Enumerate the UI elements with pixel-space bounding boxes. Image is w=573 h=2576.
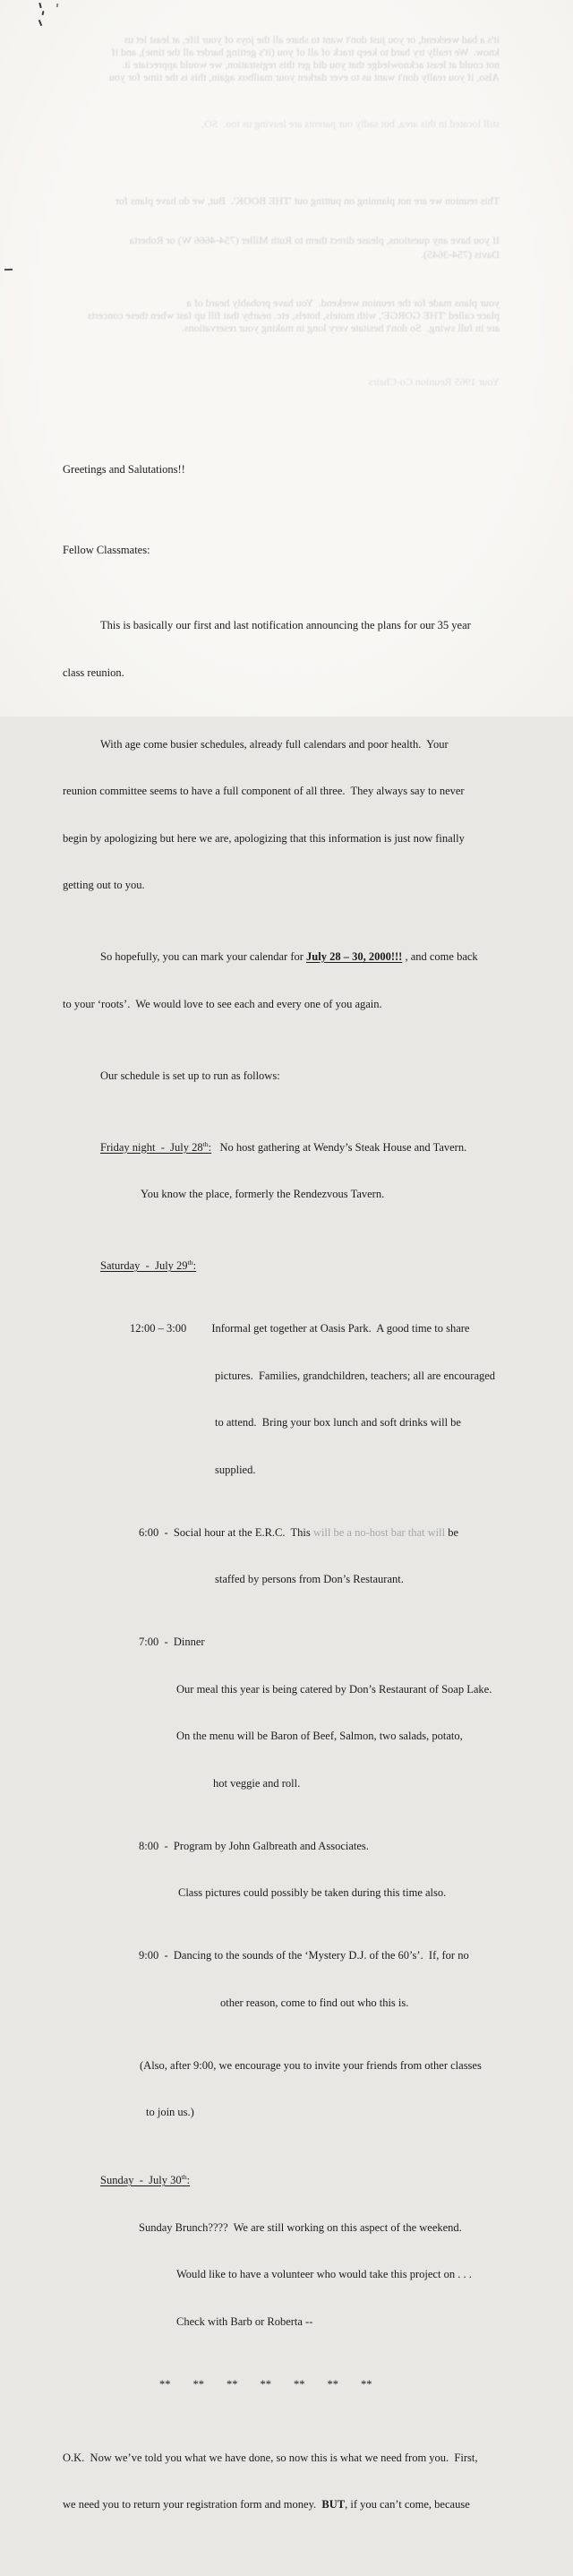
schedule-time-line: 9:00 - Dancing to the sounds of the ‘Mystery D.J. of the 60’s’. If, for no [139, 1949, 469, 1962]
salutation-line: Greetings and Salutations!! [63, 463, 185, 476]
schedule-detail-line: supplied. [215, 1463, 256, 1476]
sunday-line: Check with Barb or Roberta -- [176, 2314, 313, 2328]
margin-dash-mark [4, 269, 13, 270]
schedule-detail-line: to attend. Bring your box lunch and soft drinks will be [215, 1416, 461, 1429]
ordinal-suffix: th [181, 2172, 187, 2181]
schedule-detail-line: Our meal this year is being catered by Don’s Restaurant of Soap Lake. [176, 1682, 492, 1696]
paragraph-line: This is basically our first and last notification announcing the plans for our 35 year [100, 619, 471, 631]
schedule-detail-line: On the menu will be Baron of Beef, Salmon, two salads, potato, [176, 1730, 463, 1742]
asterisk-divider: ** ** ** ** ** ** ** [159, 2377, 372, 2391]
schedule-time-line: 8:00 - Program by John Galbreath and Associates. [139, 1839, 369, 1852]
schedule-time-line: 7:00 - Dinner [139, 1636, 205, 1648]
schedule-detail-line: hot veggie and roll. [213, 1776, 301, 1790]
bleedthrough-text: Your 1965 Reunion Co-Chairs [368, 375, 500, 388]
sunday-line: Sunday Brunch???? We are still working on this aspect of the weekend. [139, 2220, 462, 2234]
bleedthrough-text: are in full swing. So don't hesitate very long in making your reservations. [181, 322, 500, 334]
sunday-heading: Sunday - July 30th: [100, 2172, 191, 2186]
sunday-heading-line [0, 2173, 573, 2189]
bleedthrough-text: This reunion we are not planning on putting out 'THE BOOK'. But, we do have plans for [115, 194, 500, 207]
paragraph-line: class reunion. [63, 665, 124, 679]
schedule-time-line: 6:00 - Social hour at the E.R.C. This will be a no-host bar that will be [139, 1525, 459, 1539]
letter-body [0, 392, 573, 2561]
ordinal-suffix: th [187, 1258, 193, 1267]
greeting-line: Fellow Classmates: [63, 544, 150, 556]
bleedthrough-text: still located in this area, but sadly our parents are leaving us too. SO, [201, 117, 500, 130]
pen-mark [38, 20, 42, 26]
emphasis-but: BUT [321, 2498, 346, 2511]
schedule-detail-line: staffed by persons from Don’s Restaurant. [215, 1573, 404, 1585]
friday-heading-line [0, 1140, 573, 1156]
bleedthrough-text: your plans made for the reunion weekend. You have probably heard of a [186, 296, 500, 309]
schedule-note-line: (Also, after 9:00, we encourage you to invite your friends from other classes [140, 2058, 482, 2072]
friday-text: No host gathering at Wendy’s Steak House and Tavern. [211, 1140, 467, 1154]
saturday-heading-line [0, 1258, 573, 1275]
bleedthrough-text: it's a bad weekend, or you just don't want to share all the joys of your life, at least let us [124, 33, 500, 46]
pen-mark [56, 4, 58, 7]
saturday-heading: Saturday - July 29th: [100, 1258, 197, 1272]
paragraph-line: reunion committee seems to have a full component of all three. They always say to never [63, 785, 465, 797]
schedule-detail-line: pictures. Families, grandchildren, teachers; all are encouraged [215, 1369, 496, 1382]
ordinal-suffix: th [202, 1139, 209, 1148]
schedule-detail-line: Class pictures could possibly be taken during this time also. [178, 1886, 447, 1899]
paragraph-line: to your ‘roots’. We would love to see each and every one of you again. [63, 997, 382, 1010]
bleedthrough-text: Davis (754-3645). [421, 248, 500, 261]
schedule-detail-line: other reason, come to find out who this is. [220, 1996, 409, 2009]
schedule-intro-line: Our schedule is set up to run as follows: [100, 1069, 280, 1082]
sunday-line: Would like to have a volunteer who would take this project on . . . [176, 2268, 472, 2280]
pen-mark [41, 11, 44, 15]
calendar-text: , and come back [402, 950, 478, 963]
paragraph-line: begin by apologizing but here we are, apologizing that this information is just now finally [63, 831, 465, 845]
bleedthrough-text: not could at least acknowledge that you did get this registration, we would appreciate it. [122, 58, 500, 71]
bleedthrough-text: If you have any questions, please direct them to Ruth Miller (754-4666 W) or Roberta [129, 234, 500, 246]
closing-line: O.K. Now we’ve told you what we have done, so now this is what we need from you. First, [63, 2451, 478, 2464]
reunion-date: July 28 – 30, 2000!!! [306, 950, 403, 963]
paragraph-line [0, 949, 573, 966]
calendar-text: So hopefully, you can mark your calendar for [100, 950, 307, 963]
schedule-time-line: 12:00 – 3:00 Informal get together at Oasis Park. A good time to share [130, 1322, 470, 1335]
closing-line: we need you to return your registration form and money. BUT, if you can’t come, because [63, 2498, 470, 2511]
paragraph-line: With age come busier schedules, already full calendars and poor health. Your [100, 737, 449, 751]
schedule-note-line: to join us.) [146, 2106, 194, 2118]
faded-print-text: will be a no-host bar that will [312, 1525, 446, 1539]
bleedthrough-text: place called 'THE GORGE', with motels, hotels, etc. nearby that fill up fast when these concerts [87, 309, 500, 322]
pen-mark [38, 3, 41, 8]
friday-heading: Friday night - July 28th: [100, 1139, 212, 1154]
paragraph-line: getting out to you. [63, 879, 145, 891]
bleedthrough-text: know. We really try hard to keep track of all of you (it's getting harder all the time), and if [111, 46, 500, 58]
bleedthrough-text: Also, if you really don't want us to ever darken your mailbox again, this is the time for you [108, 71, 500, 83]
friday-line: You know the place, formerly the Rendezvous Tavern. [141, 1188, 385, 1200]
